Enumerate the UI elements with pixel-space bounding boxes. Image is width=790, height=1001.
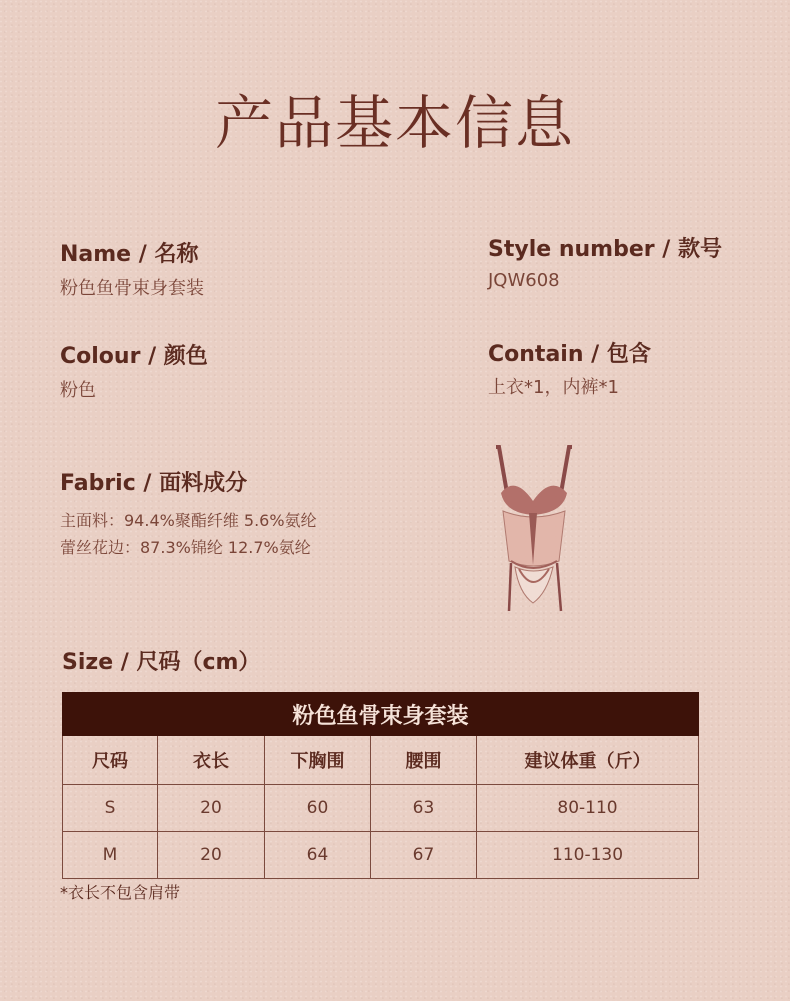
fabric-label: Fabric / 面料成分 <box>60 471 248 496</box>
page-title: 产品基本信息 <box>214 89 575 157</box>
style-number-value: JQW608 <box>488 270 560 291</box>
colour-label: Colour / 颜色 <box>60 344 208 369</box>
fabric-main: 主面料：94.4%聚酯纤维 5.6%氨纶 <box>60 511 317 530</box>
table-cell: 64 <box>265 832 371 879</box>
contain-value: 上衣*1，内裤*1 <box>488 377 619 398</box>
fabric-lace: 蕾丝花边：87.3%锦纶 12.7%氨纶 <box>60 538 311 557</box>
table-cell: 60 <box>265 785 371 832</box>
column-header: 腰围 <box>371 736 477 785</box>
size-label: Size / 尺码（cm） <box>62 650 261 675</box>
table-cell: M <box>63 832 158 879</box>
table-row <box>63 785 699 832</box>
column-header: 尺码 <box>63 736 158 785</box>
table-cell: 110-130 <box>477 832 699 879</box>
column-header: 建议体重（斤） <box>477 736 699 785</box>
table-cell: 20 <box>158 832 265 879</box>
name-value: 粉色鱼骨束身套装 <box>60 278 204 299</box>
table-cell: S <box>63 785 158 832</box>
column-header: 下胸围 <box>265 736 371 785</box>
size-table <box>62 692 699 879</box>
table-cell: 63 <box>371 785 477 832</box>
size-table-title: 粉色鱼骨束身套装 <box>63 693 699 736</box>
colour-value: 粉色 <box>60 380 96 401</box>
size-note: *衣长不包含肩带 <box>60 883 181 902</box>
name-label: Name / 名称 <box>60 242 199 267</box>
product-image <box>489 443 579 618</box>
table-cell: 67 <box>371 832 477 879</box>
column-header: 衣长 <box>158 736 265 785</box>
table-cell: 80-110 <box>477 785 699 832</box>
table-header-row <box>63 736 699 785</box>
table-cell: 20 <box>158 785 265 832</box>
contain-label: Contain / 包含 <box>488 342 651 367</box>
table-row <box>63 832 699 879</box>
style-number-label: Style number / 款号 <box>488 237 722 262</box>
